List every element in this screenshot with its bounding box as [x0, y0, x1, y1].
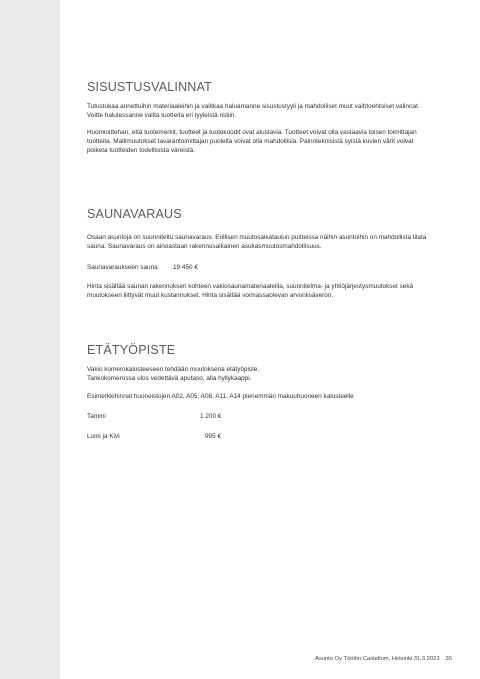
- side-band: [0, 0, 60, 679]
- sauna-price-label: Saunavaraukseen sauna: [87, 264, 158, 271]
- page-footer: [315, 656, 452, 662]
- etatyo-paragraph-2: Esimerkkihinnat huoneistojen A02, A05, A08, A11, A14 pienemmän makuuhuoneen kalusteelle: [87, 393, 354, 400]
- page-number: 35: [445, 656, 452, 662]
- etatyo-paragraph-1-line-2: Tankokomerossa ulos vedettävä aputaso, alla hyllykaappi.: [87, 375, 252, 382]
- sisustus-paragraph-2: Huomioittehan, että tuotemerkit, tuotteet ja tuotekoodit ovat alustavia. Tuotteet voivat olla vastaavia toisen toimittajan tuotteita. Mallimuutokset tavarantoimittajan puolelta voivat olla mahdollisia. Painoteknisistä syistä kuvien värit voivat poiketa tuotteiden todellisista väreistä.: [87, 129, 417, 154]
- etatyo-price-value: 1 200 €: [200, 413, 222, 420]
- etatyo-paragraph-1-line-1: Vakio komerokalusteeseen tehdään muutoksena etätyöpiste.: [87, 366, 260, 373]
- sauna-price-value: 19 450 €: [173, 264, 198, 271]
- footer-text: Asunto Oy Töölön Castellum, Helsinki 31.3.2023: [314, 656, 440, 662]
- section-title-sisustusvalinnat: SISUSTUSVALINNAT: [87, 80, 212, 94]
- section-title-etatyopiste: ETÄTYÖPISTE: [87, 343, 176, 357]
- etatyo-price-label: Lumi ja Kivi: [87, 433, 120, 440]
- section-title-saunavaraus: SAUNAVARAUS: [87, 207, 182, 221]
- sauna-paragraph-2: Hinta sisältää saunan rakennuksen kohteen vakiosaunamateriaaleilla, suunnitelma- ja yhtiöjärjestysmuutokset sekä muutokseen liittyvät muut kustannukset. Hinta sisältää voimassaolevan arvonlisäveron.: [87, 283, 414, 299]
- etatyo-price-label: Tammi: [87, 413, 106, 420]
- etatyo-price-value: 995 €: [205, 433, 221, 440]
- sauna-paragraph-1: Osaan asuntoja on suunniteltu saunavaraus. Erillisen muutosaikataulun puitteissa näihin asuntoihin on mahdollista tilata sauna. Saunavaraus on ainoastaan rakennusaikainen asukasmuutosmahdollisuus.: [87, 234, 427, 250]
- sisustus-paragraph-1: Tutustukaa annettuihin materiaaleihin ja valitkaa haluamanne sisustustyyli ja mahdolliset muut vaihtoehtoiset valinnat. Voitte halutessanne valita tuotteita eri tyyleistä ristiin.: [87, 103, 420, 119]
